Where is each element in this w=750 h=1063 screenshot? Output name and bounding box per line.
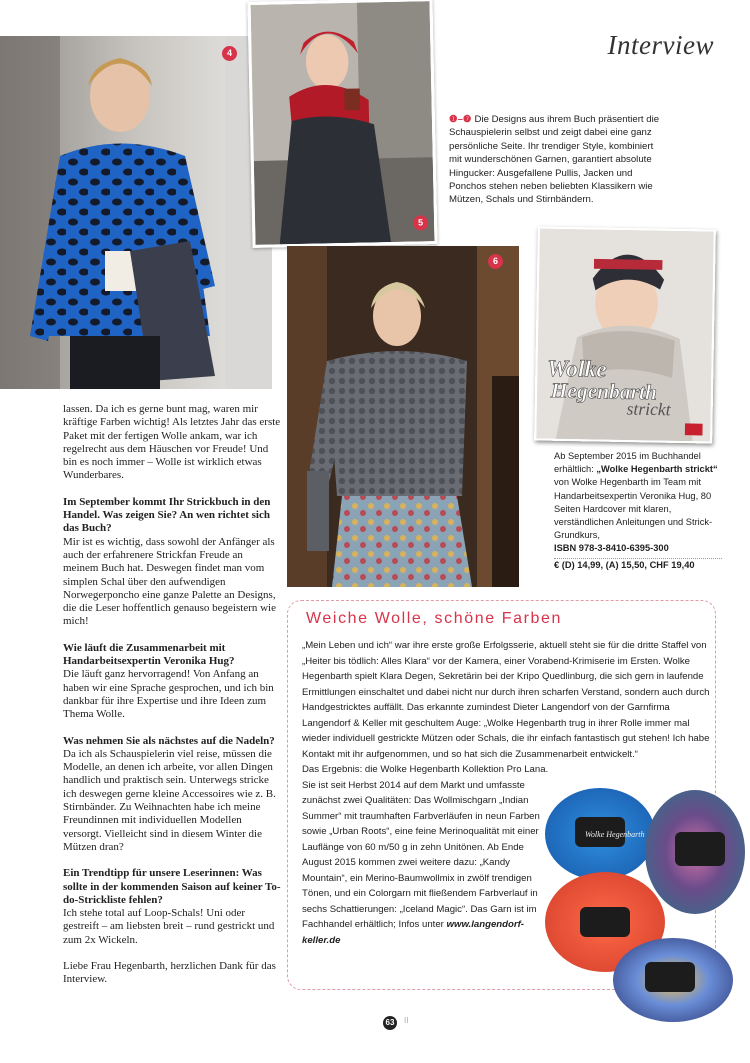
book-info-intro: Ab September 2015 im Buchhandel erhältlich:: [554, 451, 701, 475]
interview-column: [63, 403, 281, 1000]
photo-grey-sweater: [287, 246, 519, 587]
book-isbn: ISBN 978-3-8410-6395-300: [554, 543, 669, 554]
website-link[interactable]: www.langendorf-keller.de: [302, 919, 524, 946]
yarn-label: Wolke Hegenbarth: [585, 830, 645, 839]
boxout-paragraph-2: Das Ergebnis: die Wolke Hegenbarth Kollektion Pro Lana. Sie ist seit Herbst 2014 auf dem Markt und umfasste zunächst zwei Qualitäten: Das Wollmischgarn „Indian Summer“ mit traumhaften Farbverläufen in neun Farben sowie „Urban Roots“, eine feine Merinoqualität mit einer Lauflänge von 60 m/50 g in zehn Unitönen. Ab Ende August 2015 kommen zwei weitere dazu: „Kandy Mountain“, ein Merino-Baumwollmix in zwölf trendigen Tönen, und ein Colorgarn mit fließendem Farbverlauf in sechs Schattierungen: „Iceland Magic“. Das Garn ist im Fachhandel erhältlich; Infos unter www.langendorf-keller.de: [302, 764, 549, 946]
book-title-line2: Hegenbarth: [550, 378, 658, 405]
book-cover: [534, 226, 716, 443]
book-price: € (D) 14,99, (A) 15,50, CHF 19,40: [554, 559, 695, 570]
interview-closing: Liebe Frau Hegenbarth, herzlichen Dank für das Interview.: [63, 959, 276, 986]
section-title: Interview: [607, 30, 714, 60]
photo-blue-sweater: [0, 36, 272, 389]
interview-answer: Da ich als Schauspielerin viel reise, müssen die Modelle, an denen ich arbeite, vor allen Dingen handlich und praktisch sein. Unterwegs stricke ich deswegen gerne kleine Accessoires wie z. B. Stirnbänder. Zu Weihnachten habe ich meine Freundinnen mit individuellen Modellen versorgt. Vielleicht sind in diesem Winter die Mützen dran?: [63, 747, 276, 853]
caption-text: Die Designs aus ihrem Buch präsentiert die Schauspielerin selbst und zeigt dabei eine ganz persönliche Seite. Ihr trendiger Style, kombiniert mit wunderschönen Garnen, garantiert absolute Hingucker: Ausgefallene Pullis, Jacken und Ponchos stehen neben beliebten Klassikern wie Mützen, Schals und Stirnbändern.: [449, 114, 660, 206]
boxout-paragraph-1: „Mein Leben und ich“ war ihre erste große Erfolgsserie, aktuell steht sie für die dritte Staffel von „Heiter bis tödlich: Alles Klara“ vor der Kamera, einer Vorabend-Krimiserie im Ersten. Wolke Hegenbarth spielt Klara Degen, Sekretärin bei der Kripo Quedlinburg, die sich gern in laufende Ermittlungen einschaltet und dabei nicht nur durch ihren scharfen Verstand, sondern auch durch Handgestricktes auffällt. Das erkannte zumindest Dieter Langendorf von der Garnfirma Langendorf & Keller mit geschultem Auge: „Wolke Hegenbarth trug in ihrer Rolle immer mal wieder individuell gestrickte Mützen oder Schals, die ihr einfach fantastisch gut stehen! Ich habe Kontakt mit ihr aufgenommen, und so hat sich die Zusammenarbeit entwickelt.“: [302, 640, 710, 760]
interview-intro: lassen. Da ich es gerne bunt mag, waren mir kräftige Farben wichtig! Als letztes Jahr das erste Paket mit der fertigen Wolle ankam, war ich regelrecht aus dem Häuschen vor Freude! Und bin es noch immer – Wolle ist wirklich etwas Wunderbares.: [63, 403, 281, 482]
interview-answer: Ich stehe total auf Loop-Schals! Uni oder gestreift – am liebsten breit – rund gestrickt und zum 2x Wickeln.: [63, 907, 275, 946]
yarn-balls-image: [545, 782, 745, 1022]
photo-number-badge: 6: [488, 254, 503, 269]
book-title-line3: strickt: [626, 398, 671, 420]
book-info: [554, 450, 722, 572]
book-title-line1: Wolke: [546, 355, 607, 383]
interview-question: Im September kommt Ihr Strickbuch in den Handel. Was zeigen Sie? An wen richtet sich das Buch?: [63, 495, 271, 535]
interview-answer: Die läuft ganz hervorragend! Von Anfang an haben wir eine Sprache gesprochen, und ich bin dankbar für ihre Expertise und ihre Ideen zum Thema Wolle.: [63, 668, 274, 721]
caption-reference: ❶–❼: [449, 114, 472, 125]
interview-question: Was nehmen Sie als nächstes auf die Nadeln?: [63, 734, 275, 747]
photo-red-hat: [247, 0, 437, 248]
page-mark: II: [404, 1016, 409, 1025]
book-info-title: „Wolke Hegenbarth strickt“: [596, 464, 718, 475]
photo-caption: [449, 113, 663, 207]
boxout-title: Weiche Wolle, schöne Farben: [306, 610, 563, 627]
photo-number-badge: 5: [413, 215, 428, 230]
photo-number-badge: 4: [222, 46, 237, 61]
book-info-details: von Wolke Hegenbarth im Team mit Handarbeitsexpertin Veronika Hug, 80 Seiten Hardcover mit klaren, verständlichen Anleitungen und Strick-Grundkurs,: [554, 477, 713, 541]
interview-question: Ein Trendtipp für unsere Leserinnen: Was sollte in der kommenden Saison auf keiner To-do-Strickliste fehlen?: [63, 867, 281, 906]
interview-answer: Mir ist es wichtig, dass sowohl der Anfänger als auch der erfahrenere Strickfan Freude an meinem Buch hat. Deswegen findet man vom simplen Schal über den aufwendigen Norwegerponcho eine ganze Palette an Designs, die die Leser hoffentlich genauso begeistern wie mich!: [63, 535, 276, 628]
page-number: 63: [383, 1016, 397, 1030]
interview-question: Wie läuft die Zusammenarbeit mit Handarbeitsexpertin Veronika Hug?: [63, 641, 235, 668]
